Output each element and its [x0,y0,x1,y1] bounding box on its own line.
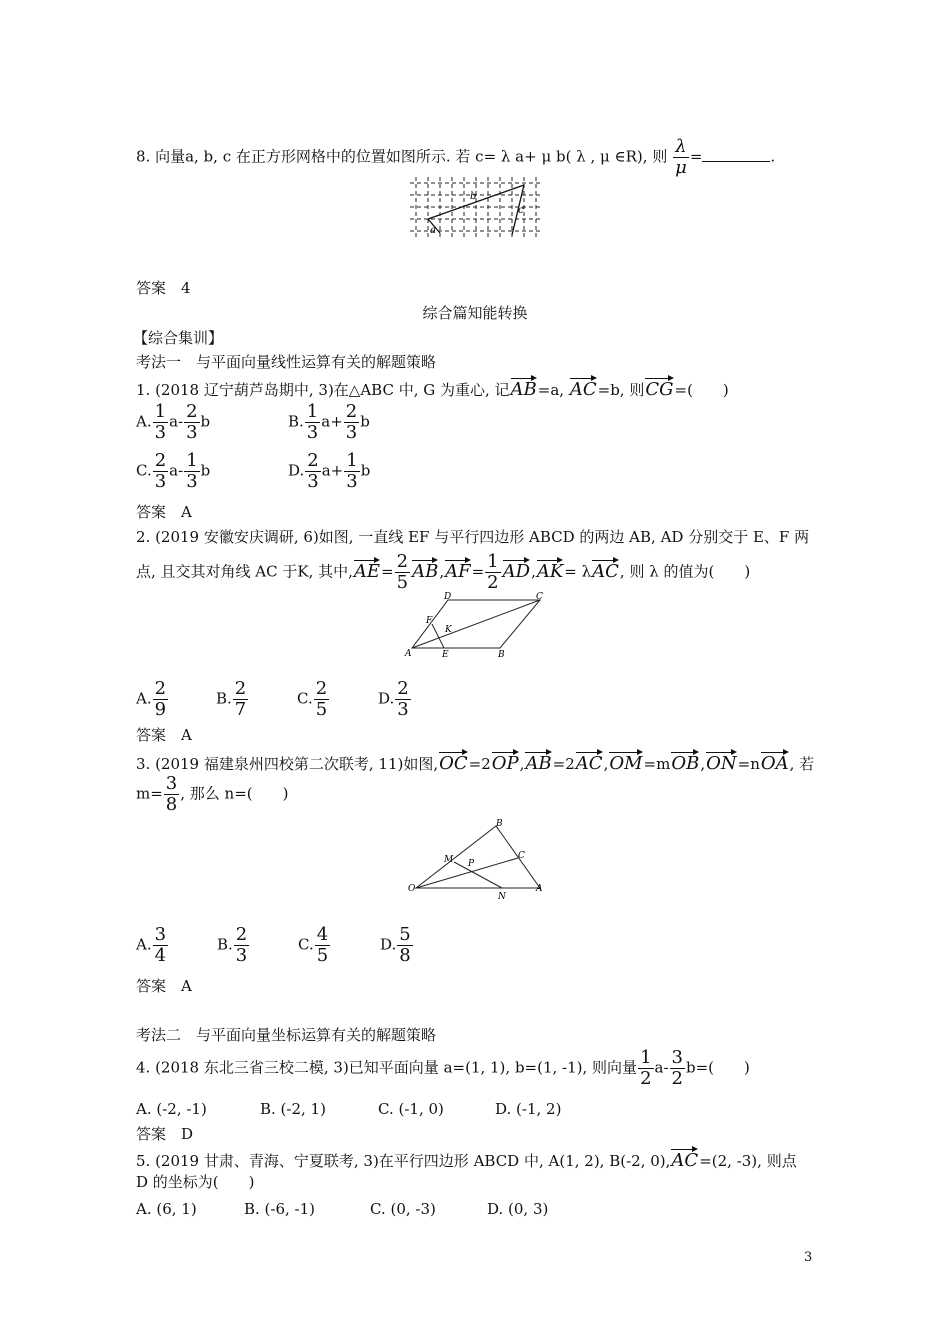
q4-stem: 4. (2018 东北三省三校二模, 3)已知平面向量 a=(1, 1), b=(1, -1), 则向量 $\frac{1}{2}$ a- $\frac{3}{2}$ b=( ) [136,1047,750,1089]
page-number: 3 [804,1250,813,1265]
answer-blank [702,147,770,162]
q8-stem: 8. 向量a, b, c 在正方形网格中的位置如图所示. 若 c= λ a+ μ b( λ , μ ∈R), 则 $\frac{\lambda}{\mu}$ = . [136,136,776,178]
q1-option-a: A. $\frac{1}{3}$ a- $\frac{2}{3}$ b [136,401,211,443]
label-N: N [498,892,506,902]
label-A: A [405,649,412,659]
label-M: M [444,855,454,865]
q5-option-d: D. (0, 3) [487,1200,549,1218]
q3-line1: 3. (2019 福建泉州四校第二次联考, 11)如图,OC=2OP,AB=2AC,OM=mOB,ON=nOA, 若 [136,750,814,774]
label-b: b [470,191,477,202]
label-a: a [430,225,436,236]
q5-option-a: A. (6, 1) [136,1200,197,1218]
label-A: A [536,884,543,894]
label-O: O [408,884,416,894]
section-title: 综合篇知能转换 [422,304,528,322]
label-K: K [445,625,452,635]
q2-line1: 2. (2019 安徽安庆调研, 6)如图, 一直线 EF 与平行四边形 ABCD 的两边 AB, AD 分别交于 E、F 两 [136,528,810,546]
label-P: P [468,859,475,869]
label-C: C [536,592,543,602]
q3-answer: 答案 A [136,977,192,995]
q2-parallelogram-figure [402,592,552,660]
label-E: E [442,650,449,660]
q3-option-d: D. $\frac{5}{8}$ [380,924,411,966]
q2-option-d: D. $\frac{2}{3}$ [378,678,409,720]
q4-answer: 答案 D [136,1125,194,1143]
method1-title: 考法一 与平面向量线性运算有关的解题策略 [136,353,437,371]
q8-grid-figure [408,177,544,241]
label-B: B [498,650,505,660]
q2-option-a: A. $\frac{2}{9}$ [136,678,167,720]
q8-answer: 答案 4 [136,279,191,297]
q3-option-c: C. $\frac{4}{5}$ [298,924,329,966]
q3-triangle-figure [404,818,550,902]
q4-option-d: D. (-1, 2) [495,1100,562,1118]
q2-line2: 点, 且交其对角线 AC 于K, 其中,AE= $\frac{2}{5}$ AB,AF= $\frac{1}{2}$ AD,AK= λAC, 则 λ 的值为( ) [136,551,751,593]
q4-option-c: C. (-1, 0) [378,1100,444,1118]
q4-option-a: A. (-2, -1) [136,1100,207,1118]
q3-option-b: B. $\frac{2}{3}$ [217,924,248,966]
q3-line2: m= $\frac{3}{8}$ , 那么 n=( ) [136,773,289,815]
q5-line1: 5. (2019 甘肃、青海、宁夏联考, 3)在平行四边形 ABCD 中, A(1, 2), B(-2, 0),AC=(2, -3), 则点 [136,1147,797,1171]
q1-stem: 1. (2018 辽宁葫芦岛期中, 3)在△ABC 中, G 为重心, 记AB=a, AC=b, 则CG=( ) [136,376,729,400]
q1-answer: 答案 A [136,503,192,521]
label-C: C [518,851,525,861]
label-B: B [496,819,503,829]
q1-option-b: B. $\frac{1}{3}$ a+ $\frac{2}{3}$ b [288,401,370,443]
q1-option-d: D. $\frac{2}{3}$ a+ $\frac{1}{3}$ b [288,450,371,492]
q2-answer: 答案 A [136,726,192,744]
training-title: 【综合集训】 [133,329,224,347]
q3-option-a: A. $\frac{3}{4}$ [136,924,167,966]
q2-option-b: B. $\frac{2}{7}$ [216,678,247,720]
q4-option-b: B. (-2, 1) [260,1100,326,1118]
q5-option-c: C. (0, -3) [370,1200,436,1218]
lambda-over-mu: $\frac{\lambda}{\mu}$ [675,136,687,178]
q1-option-c: C. $\frac{2}{3}$ a- $\frac{1}{3}$ b [136,450,211,492]
label-F: F [426,616,433,626]
label-D: D [444,592,452,602]
q2-option-c: C. $\frac{2}{5}$ [297,678,328,720]
q5-option-b: B. (-6, -1) [244,1200,316,1218]
method2-title: 考法二 与平面向量坐标运算有关的解题策略 [136,1026,437,1044]
q5-line2: D 的坐标为( ) [136,1173,255,1191]
label-c: c [518,205,524,216]
